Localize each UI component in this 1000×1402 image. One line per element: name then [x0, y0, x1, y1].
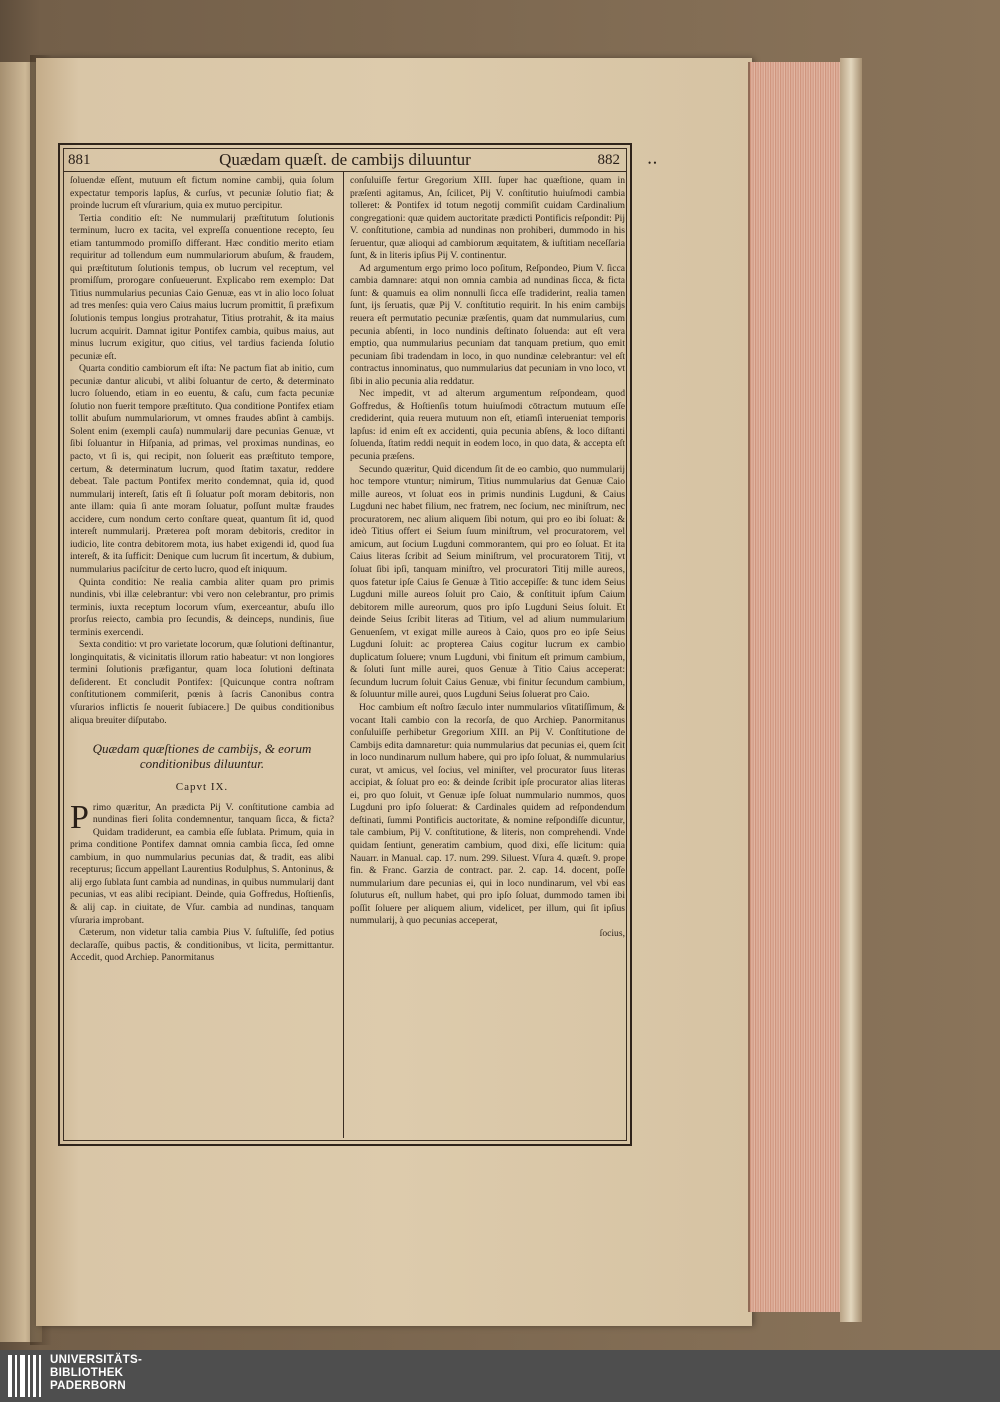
paragraph: Quarta conditio cambiorum eſt iſta: Ne pactum fiat ab initio, cum pecuniæ dantur alicubi, vt alibi ſoluantur de certo, & determinato lucro ſoluendo, etiam in eo euentu, & caſu, cum facta pecuniæ ſolutio non fuerit tempore præſtituto. Qua conditione Pontifex etiam tollit abuſum nummulariorum, vt omnes fraudes abſint à cambijs. Solent enim (exempli cauſa) nummularij dare pecunias Genuæ, vt ſibi ſoluantur in Hiſpania, ad primas, vel proximas nundinas, eo pacto, vt ſi is, qui recipit, non ſoluerit eas præſtituto tempore, certum, & determinatum lucrum, quod ſtatim taxatur, reddere debeat. Tale pactum Pontifex merito condemnat, quia id, quod nummularij intereſt, ſatis eſt ſi ſoluatur poſt moram debitoris, non ante illam: quia ſi ante moram ſoluatur, poſſunt multæ fraudes accidere, cum nondum certo conſtare queat, quantum ſit id, quod intereſt nummularij. Præterea poſt moram debitoris, creditor in iudicio, lite contra debitorem mota, ius habet exigendi id, quod ſua intereſt, & ita ſufficit: Denique cum lucrum ſit incertum, & dubium, nummularius paciſcitur de certo lucro, quod eſt iniquum.: [70, 363, 334, 575]
paragraph: Ad argumentum ergo primo loco poſitum, Reſpondeo, Pium V. ſicca cambia damnare: atqui non omnia cambia ad nundinas ſicca, & ficta ſunt: & quamuis ea olim nonnulli ſicca eſſe tradiderint, realia tamen ſunt, ijs ſeruatis, quæ Pij V. conſtitutio requirit. In his enim cambijs reuera eſt permutatio pecuniæ præſentis, quam dat nummularius, cum pecunia abſenti, in loco nundinis deſtinato ſoluenda: aut eſt vera emptio, qua nummularius pecuniam dat tanquam pretium, quo emit pecuniam ſibi tradendam in loco, in quo nundinæ celebrantur: vel eſt contractus innominatus, quo nummularius dat pecuniam in vno loco, vt ſibi in alio pecunia alia reddatur.: [350, 262, 625, 387]
paragraph: conſuluiſſe fertur Gregorium XIII. ſuper hac quæſtione, quam in præſenti agitamus, An, ſcilicet, Pij V. conſtitutio huiuſmodi cambia tolleret: & Pontifex id totum negotij commiſit cuidam Cardinalium congregationi: quæ quidem auctoritate prædicti Pontificis reſpondit: Pij V. conſtitutione, cambia ad nundinas non prohiberi, dummodo in his ſeruentur, quæ alioqui ad cambiorum æquitatem, & iuſtitiam neceſſaria ſunt, & in literis ipſius Pij V. continentur.: [350, 175, 625, 262]
chapter-heading: Capvt IX.: [175, 781, 229, 794]
column-divider: [343, 172, 344, 1138]
paragraph: Quinta conditio: Ne realia cambia aliter quam pro primis nundinis, vbi illæ celebrantur: vbi vero non celebrantur, pro primis terminis, iuxta receptum locorum vſum, exerceantur, abuſu illo prorſus reiecto, cambia pro ſecundis, & deinceps, nundinis, ſiue terminis exercendi.: [70, 576, 334, 638]
drop-cap: P: [70, 798, 89, 836]
paragraph: ſoluendæ eſſent, mutuum eſt fictum nomine cambij, quia ſolum expectatur temporis lapſus, & curſus, vt pecuniæ ſolutio fiat; & proinde lucrum eſt vſurarium, quia ex mutuo percipitur.: [70, 175, 334, 212]
library-logo-icon: [8, 1355, 42, 1397]
paragraph: Secundo quæritur, Quid dicendum ſit de eo cambio, quo nummularij hoc tempore vtuntur; nimirum, Titius nummularius dat Genuæ Caio mille aureos, vt ſoluat eos in primis nundinis Lugduni, & Caius Lugduni nec habet filium, nec fratrem, nec ſocium, nec miniſtrum, nec procuratorem, nec alium aliquem ſibi notum, qui pro eo ibi ſoluat: & ideò Titius offert ei Seium ſuum miniſtrum, vel procuratorem, vel amicum, aut ſocium Lugduni commorantem, qui pro eo ſoluat. Et ita Caius literas ſcribit ad Seium miniſtrum, vel procuratorem Titij, vt ſoluat ſibi ipſi, tanquam miniſtro, vel procuratori Titij mille aureos, quos fatetur ipſe Caius ſe Genuæ à Titio accepiſſe: & tunc idem Seius Lugduni mille aureos ſoluit pro Caio, & conſtituit ipſum Caium debitorem mille aureorum, quos pro ipſo Lugduni Seius ſoluit. Et deinde Seius ſcribit literas ad Titium, vel ad alium nummularium Genuenſem, vt exigat mille aureos à Caio, quos pro eo ipſe Seius Lugduni ſoluit: ac propterea Caius cogitur lucrum ex cambio duplicatum ſoluere; vnum Lugduni, vbi finitum eſt primum cambium, & ſoluti ſunt mille aurei, quos Genuæ à Titio Caius acceperat: ſecundum lucrum ſoluit Caius Genuæ, vbi finitur ſecundum cambium, & ſoluuntur mille aurei, quos Lugduni Seius ſoluerat pro Caio.: [350, 463, 625, 701]
logo-line: UNIVERSITÄTS-: [50, 1354, 143, 1366]
running-header: [64, 149, 626, 172]
paragraph: Hoc cambium eſt noſtro ſæculo inter nummularios vſitatiſſimum, & vocant Itali cambio con la recorſa, de quo Archiep. Panormitanus conſuluiſſe perhibetur Gregorium XIII. an Pij V. Conſtitutione de Cambijs edita damnaretur: quia nummularius dat pecunias ei, quem ſcit in loco nundinarum nullum habere, qui pro ipſo ſoluat, & nummularius curat, vt amicus, vel ſocius, vel miniſter, vel procurator ſuus literas accipiat, & ſoluat pro eo: & deinde ſcribit ipſe procurator alias literas ei, pro quo ſoluit, vt Genuæ ipſe ſoluat nummulario nummos, quos Lugduni pro ipſo ſoluerat: & Cardinales quidem ad reſpondendum deſtinati, ſummi Pontificis auctoritate, & nomine reſpondiſſe dicuntur, tale cambium, Pij V. conſtitutione, & literis, non comprehendi. Vnde quidam ſentiunt, generatim cambium, quod dixi, eſſe licitum: quia Nauarr. in Manual. cap. 17. num. 299. Siluest. Vſura 4. quæſt. 9. prope fin. & Franc. Garzia de contract. par. 2. cap. 14. docent, poſſe nummularium dare pecunias ei, qui in loco nundinarum, vel vbi eas ſoluturus eſt, nullum habet, qui pro ipſo ſoluat, dummodo tamen ibi poſſit ſoluere per aliquem alium, videlicet, per illum, qui ſit ipſius nummularij, à quo pecunias acceperat,: [350, 701, 625, 927]
running-title: Quædam quæſt. de cambijs diluuntur: [219, 150, 471, 169]
paragraph: Tertia conditio eſt: Ne nummularij præſtitutum ſolutionis terminum, lucro ex tacita, vel expreſſa conuentione recepto, ſeu etiam tantummodo promiſſo differant. Hæc conditio merito etiam requiritur ad tollendum eum nummulariorum abuſum, & fraudem, qui præſtitutum ſolutionis tempus, ob lucrum vel receptum, vel promiſſum, prorogare conſueuerunt. Explicabo rem exemplo: Dat Titius nummularius pecunias Caio Genuæ, eas vt in alio loco ſoluat ad tres menſes: quia vero Caius maius lucrum promittit, ſi præfixum ſolutionis tempus longius protrahatur, Titius protrahit, & ita maius lucrum acquirit. Damnat igitur Pontifex cambia, quibus maius, aut minus lucrum exigitur, quo citius, vel tardius facienda ſolutio pecuniæ eſt.: [70, 212, 334, 362]
margin-marks: • •: [648, 158, 657, 168]
page-number-right: 882: [597, 152, 620, 168]
logo-line: BIBLIOTHEK: [50, 1367, 124, 1379]
page-number-left: 881: [68, 152, 91, 168]
library-logo-text: [50, 1354, 142, 1393]
library-footer: [0, 1350, 1000, 1402]
paragraph: Cæterum, non videtur talia cambia Pius V. ſuſtuliſſe, ſed potius declaraſſe, quibus pactis, & conditionibus, vt licita, permittantur. Accedit, quod Archiep. Panormitanus: [70, 927, 334, 964]
text-frame: [58, 143, 632, 1146]
paragraph: Nec impedit, vt ad alterum argumentum reſpondeam, quod Goffredus, & Hoſtienſis totum huiuſmodi cōtractum mutuum eſſe crediderint, quia reuera mutuum non eſt, etiamſi interueniat temporis lapſus: id enim eſt ex accidenti, quia pecunia abſens, & loco diſtanti ſoluenda, ſtatim reddi nequit in eodem loco, in quo data, & accepta eſt pecunia præſens.: [350, 388, 625, 463]
paragraph-text: rimo quæritur, An prædicta Pij V. conſtitutione cambia ad nundinas fieri ſolita condemnentur, tanquam ſicca, & ficta? Quidam tradiderunt, ea cambia eſſe ſublata. Primum, quia in prima conditione Pontifex damnat omnia cambia ſicca, ſed omne cambium, in quo nummularius pecunias dat, & tradit, eas alibi recepturus; ſiccum appellant Laurentius Rodulphus, S. Antoninus, & alij ergo ſublata ſunt cambia ad nundinas, in quibus nummularij dant pecunias, vt eas alibi recipiant. Deinde, quia Goffredus, Hoſtienſis, & alij cap. in ciuitate, de Vſur. cambia ad nundinas, tanquam vſuraria improbant.: [70, 801, 334, 926]
paragraph: Sexta conditio: vt pro varietate locorum, quæ ſolutioni deſtinantur, longinquitatis, & vicinitatis illorum ratio habeatur: vt non longiores termini ſolutionis præfigantur, quam loca ſolutioni deſtinata deſiderent. Et concludit Pontifex: [Quicunque contra noſtram conſtitutionem commiſerit, pœnis à ſacris Canonibus contra vſurarios inflictis ſe nouerit ſubiacere.] De quibus conditionibus aliqua breuiter diſputabo.: [70, 639, 334, 726]
right-column: [350, 175, 625, 940]
left-column: [70, 175, 334, 965]
page-edges: [748, 62, 846, 1312]
book-cover-edge: [840, 58, 862, 1322]
logo-line: PADERBORN: [50, 1380, 126, 1392]
chapter-first-paragraph: [70, 798, 334, 927]
catchword: ſocius,: [599, 927, 625, 939]
section-heading: Quædam quæſtiones de cambijs, & eorum conditionibus diluuntur.: [92, 741, 312, 772]
